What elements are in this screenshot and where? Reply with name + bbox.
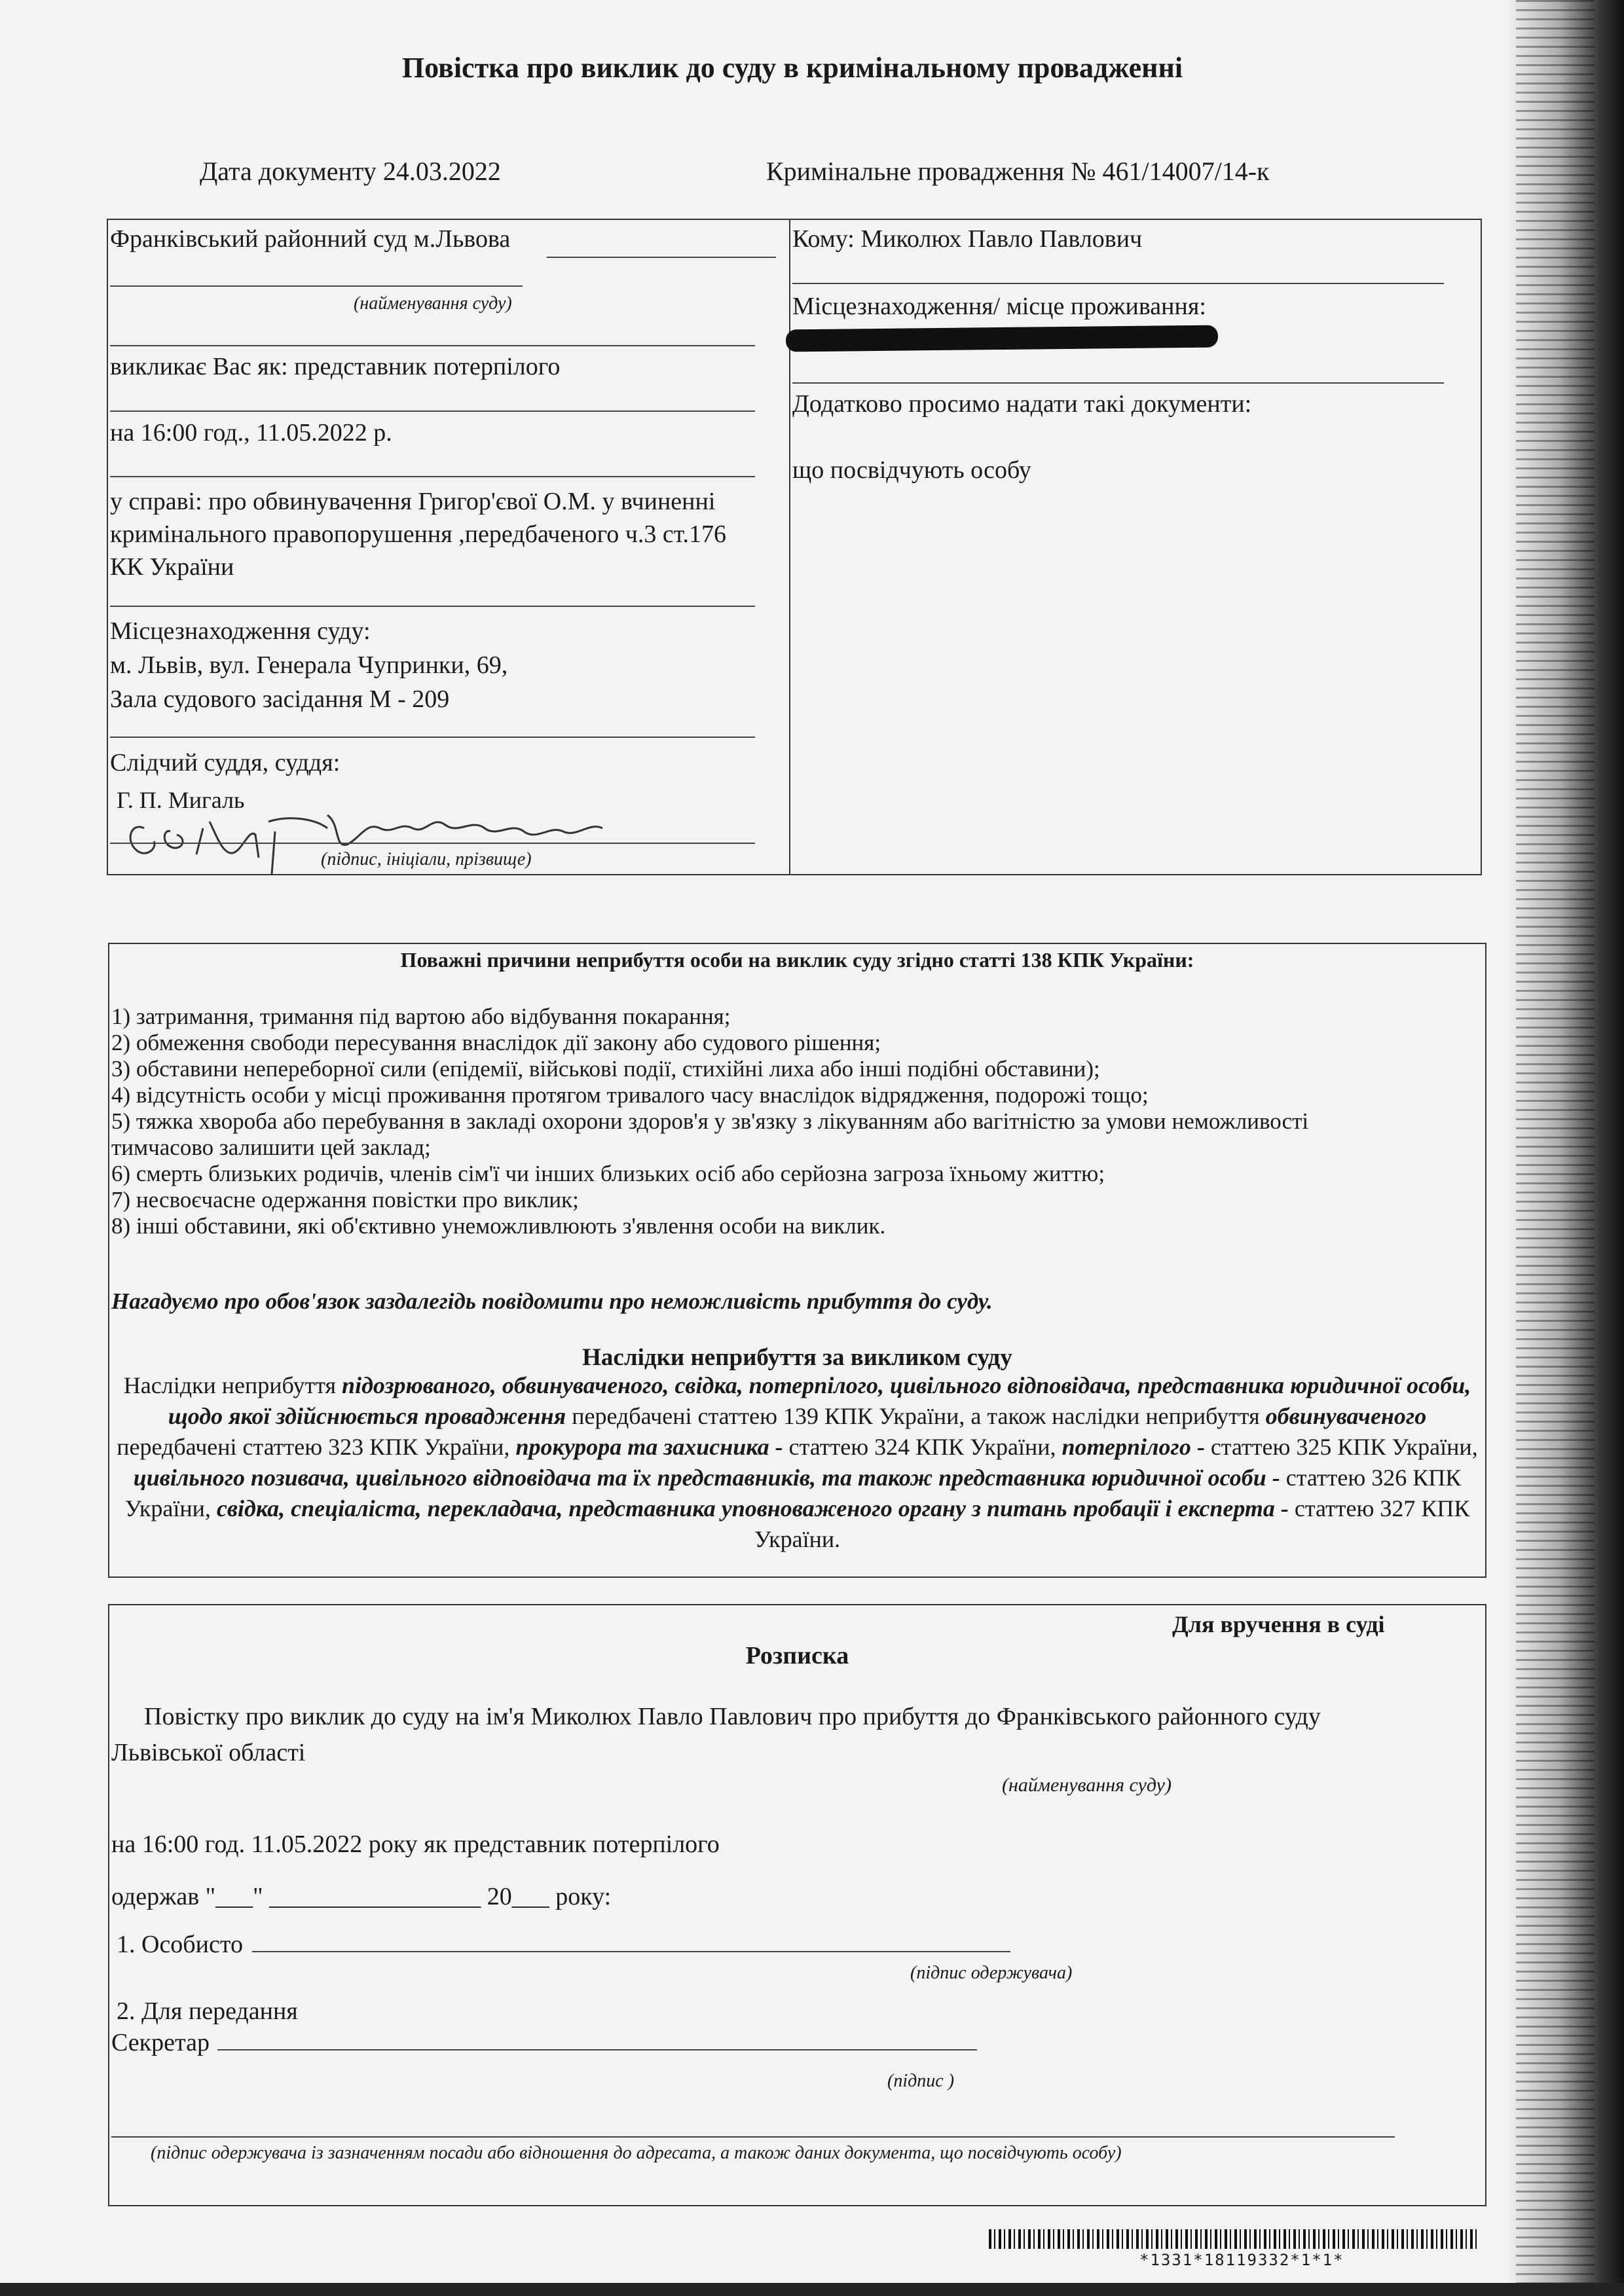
documents-label: Додатково просимо надати такі документи:	[792, 390, 1252, 418]
separator	[110, 345, 755, 346]
case-description-line: кримінального правопорушення ,передбаченого ч.3 ст.176	[110, 520, 726, 548]
separator	[110, 737, 755, 738]
text: статтею 325 КПК України,	[1204, 1434, 1478, 1460]
case-description	[110, 485, 788, 583]
text-emphasis: свідка, спеціаліста, перекладача, представника уповноваженого органу з питань пробації і експерта -	[216, 1495, 1289, 1522]
list-item: тимчасово залишити цей заклад;	[111, 1135, 431, 1160]
court-name-line-2	[110, 285, 523, 287]
reminder: Нагадуємо про обов'язок заздалегідь повідомити про неможливість прибуття до суду.	[111, 1288, 993, 1314]
secretary-signature-line[interactable]	[217, 2049, 977, 2050]
text-emphasis: прокурора та захисника -	[515, 1434, 783, 1460]
barcode-text: *1331*18119332*1*1*	[1139, 2251, 1344, 2269]
receipt-line: Повістку про виклик до суду на ім'я Миколюх Павло Павлович про прибуття до Франківського районного суду	[144, 1703, 1321, 1730]
case-description-line: КК України	[110, 553, 234, 581]
reasons-list	[111, 1004, 1480, 1239]
list-item: 8) інші обставини, які об'єктивно унеможливлюють з'явлення особи на виклик.	[111, 1213, 886, 1239]
receipt-corner-label: Для вручення в суді	[1172, 1611, 1385, 1637]
separator	[792, 283, 1444, 284]
footer-signature-line[interactable]	[111, 2136, 1395, 2138]
receipt-court-caption: (найменування суду)	[1002, 1774, 1172, 1796]
list-item: 2) обмеження свободи пересування внаслідок дії закону або судового рішення;	[111, 1030, 881, 1055]
court-location	[110, 614, 507, 716]
court-name-caption: (найменування суду)	[354, 293, 512, 314]
hearing-datetime: на 16:00 год., 11.05.2022 р.	[110, 419, 392, 446]
list-item: 5) тяжка хвороба або перебування в закладі охорони здоров'я у зв'язку з лікуванням або вагітністю за умови неможливості	[111, 1108, 1309, 1134]
scan-edge-lines	[1516, 0, 1595, 2296]
secretary-label: Секретар	[111, 2029, 210, 2056]
text: Наслідки неприбуття	[123, 1372, 342, 1398]
signature-caption: (підпис, ініціали, прізвище)	[321, 849, 532, 869]
separator	[792, 382, 1444, 384]
case-description-line: у справі: про обвинувачення Григор'євої О.М. у вчиненні	[110, 488, 716, 515]
text: статтею 327 КПК України.	[754, 1495, 1470, 1552]
text: передбачені статтею 139 КПК України, а також наслідки неприбуття	[566, 1403, 1266, 1429]
page-title: Повістка про виклик до суду в кримінальному провадженні	[401, 52, 1183, 84]
recipient: Кому: Миколюх Павло Павлович	[792, 225, 1143, 253]
list-item: 4) відсутність особи у місці проживання протягом тривалого часу внаслідок відрядження, подорожі тощо;	[111, 1082, 1149, 1108]
list-item: 3) обставини непереборної сили (епідемії, військові події, стихійні лиха або інші подібні обставини);	[111, 1056, 1100, 1082]
document-date: Дата документу 24.03.2022	[200, 156, 501, 186]
scan-bottom-edge	[0, 2283, 1624, 2296]
footer-caption: (підпис одержувача із зазначенням посади або відношення до адресата, а також даних документа, що посвідчують особу)	[151, 2143, 1122, 2163]
signature-line	[110, 843, 755, 844]
court-name-line	[547, 257, 776, 258]
for-transfer-label: 2. Для передання	[117, 1997, 298, 2025]
recipient-signature-caption: (підпис одержувача)	[910, 1963, 1073, 1983]
text: статтею 326 КПК України,	[124, 1465, 1462, 1522]
received-line: одержав "___" _________________ 20___ року:	[111, 1883, 612, 1910]
court-location-label: Місцезнаходження суду:	[110, 617, 371, 645]
text-emphasis: цивільного позивача, цивільного відповідача та їх представників, та також представника юридичної особи -	[133, 1465, 1280, 1491]
text-emphasis: обвинуваченого	[1265, 1403, 1427, 1429]
judge-name: Г. П. Мигаль	[117, 787, 245, 813]
receipt-line: Львівської області	[111, 1739, 306, 1766]
separator	[110, 410, 755, 412]
text: статтею 324 КПК України,	[783, 1434, 1062, 1460]
case-number: Кримінальне провадження № 461/14007/14-к	[766, 156, 1270, 186]
barcode	[989, 2229, 1480, 2249]
secretary-signature-caption: (підпис )	[887, 2071, 955, 2091]
text-emphasis: підозрюваного, обвинуваченого, свідка, потерпілого, цивільного відповідача, представника юридичної особи, щодо якої здійснюється провадження	[168, 1372, 1471, 1429]
summons-column-divider	[789, 219, 790, 875]
list-item: 6) смерть близьких родичів, членів сім'ї чи інших близьких осіб або серйозна загроза їхньому життю;	[111, 1161, 1105, 1186]
list-item: 1) затримання, тримання під вартою або відбування покарання;	[111, 1004, 731, 1029]
court-hall: Зала судового засідання М - 209	[110, 685, 450, 713]
court-address: м. Львів, вул. Генерала Чупринки, 69,	[110, 651, 508, 679]
consequences-text	[115, 1370, 1480, 1555]
redacted-address	[786, 325, 1218, 352]
separator	[110, 476, 755, 477]
summoned-as: викликає Вас як: представник потерпілого	[110, 353, 561, 380]
personal-label: 1. Особисто	[117, 1931, 243, 1958]
documents-value: що посвідчують особу	[792, 456, 1031, 484]
list-item: 7) несвоєчасне одержання повістки про виклик;	[111, 1187, 579, 1212]
separator	[110, 606, 755, 607]
text: передбачені статтею 323 КПК України,	[117, 1434, 516, 1460]
consequences-heading: Наслідки неприбуття за викликом суду	[582, 1344, 1012, 1371]
text-emphasis: потерпілого -	[1061, 1434, 1205, 1460]
receipt-time-line: на 16:00 год. 11.05.2022 року як представник потерпілого	[111, 1831, 720, 1858]
receipt-title: Розписка	[745, 1642, 849, 1669]
personal-signature-line[interactable]	[252, 1951, 1010, 1952]
reasons-heading: Поважні причини неприбуття особи на виклик суду згідно статті 138 КПК України:	[400, 948, 1194, 972]
court-name: Франківський районний суд м.Львова	[110, 225, 511, 253]
recipient-location-label: Місцезнаходження/ місце проживання:	[792, 293, 1206, 320]
judge-label: Слідчий суддя, суддя:	[110, 749, 341, 776]
